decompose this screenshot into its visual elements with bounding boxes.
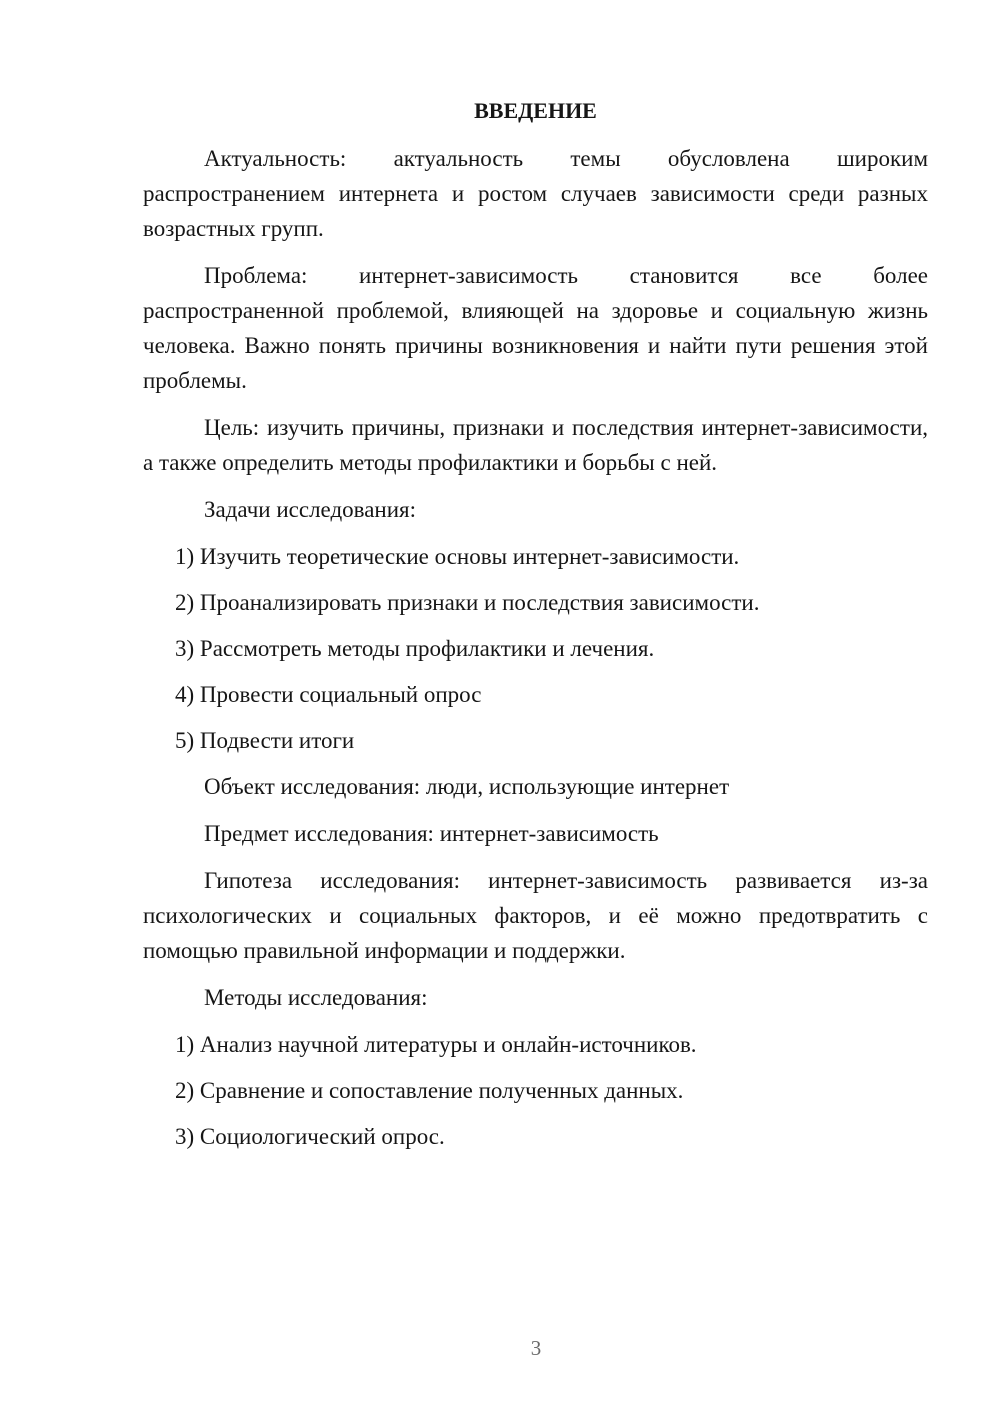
relevance-paragraph: Актуальность: актуальность темы обусловлена широким распространением интернета и ростом случаев зависимости среди разных возрастных групп.	[143, 146, 928, 241]
tasks-list	[143, 539, 928, 758]
hypothesis-paragraph: Гипотеза исследования: интернет-зависимость развивается из-за психологических и социальных факторов, и её можно предотвратить с помощью правильной информации и поддержки.	[143, 868, 928, 963]
page-content	[143, 95, 928, 1165]
list-item: 1) Анализ научной литературы и онлайн-источников.	[175, 1032, 697, 1057]
research-object: Объект исследования: люди, использующие интернет	[204, 774, 730, 799]
list-item: 4) Провести социальный опрос	[175, 682, 482, 707]
section-title: ВВЕДЕНИЕ	[474, 98, 597, 123]
methods-heading: Методы исследования:	[204, 985, 428, 1010]
goal-paragraph: Цель: изучить причины, признаки и последствия интернет-зависимости, а также определить методы профилактики и борьбы с ней.	[143, 415, 928, 475]
list-item: 3) Социологический опрос.	[175, 1124, 445, 1149]
research-subject: Предмет исследования: интернет-зависимость	[204, 821, 659, 846]
page-number: 3	[530, 1336, 542, 1360]
tasks-heading: Задачи исследования:	[204, 497, 417, 522]
list-item: 2) Проанализировать признаки и последствия зависимости.	[175, 590, 760, 615]
list-item: 1) Изучить теоретические основы интернет-зависимости.	[175, 544, 740, 569]
problem-paragraph: Проблема: интернет-зависимость становится все более распространенной проблемой, влияющей на здоровье и социальную жизнь человека. Важно понять причины возникновения и найти пути решения этой проблемы.	[143, 263, 928, 393]
list-item: 2) Сравнение и сопоставление полученных данных.	[175, 1078, 684, 1103]
methods-list	[143, 1027, 928, 1154]
list-item: 5) Подвести итоги	[175, 728, 355, 753]
list-item: 3) Рассмотреть методы профилактики и лечения.	[175, 636, 655, 661]
